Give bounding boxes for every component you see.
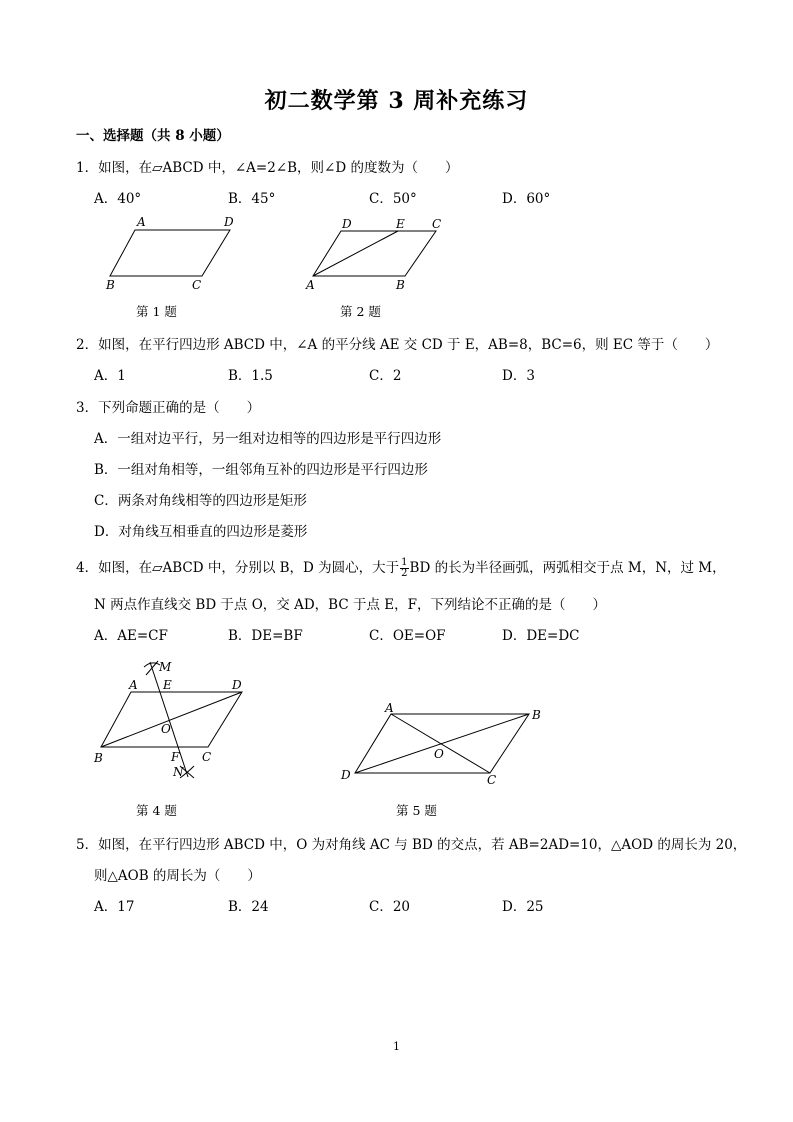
question-4-line-2: N 两点作直线交 BD 于点 O，交 AD，BC 于点 E，F，下列结论不正确的是（ ）: [94, 597, 606, 613]
fig2-label-d: D: [342, 217, 352, 231]
fig1-caption: 第 1 题: [136, 304, 177, 319]
question-4-number: 4．: [76, 560, 99, 576]
fraction-numerator: 1: [401, 557, 408, 568]
q3-option-a: A．一组对边平行，另一组对边相等的四边形是平行四边形: [94, 431, 442, 447]
question-4: [76, 556, 726, 579]
section-heading: 一、选择题（共 8 小题）: [76, 128, 230, 144]
question-5-text: 如图，在平行四边形 ABCD 中，O 为对角线 AC 与 BD 的交点，若 AB=2AD=10，△AOD 的周长为 20，: [98, 837, 747, 853]
fig4-label-n: N: [173, 765, 184, 779]
q4-option-c: C．OE=OF: [369, 628, 446, 644]
q4-option-d: D．DE=DC: [502, 628, 580, 644]
q5-option-b: B．24: [228, 899, 269, 915]
q3-option-c: C．两条对角线相等的四边形是矩形: [94, 493, 307, 509]
fig4-label-e: E: [163, 678, 172, 692]
q5-option-c: C．20: [369, 899, 411, 915]
figure-4: [93, 660, 242, 779]
fig4-label-o: O: [161, 722, 171, 736]
fig1-label-a: A: [137, 215, 146, 229]
q2-option-c: C．2: [369, 368, 402, 384]
fig5-label-b: B: [532, 708, 541, 722]
fig2-label-c: C: [432, 217, 442, 231]
fig4-label-m: M: [159, 660, 172, 674]
fig4-arc-m1: [144, 663, 160, 667]
figure-1: [105, 215, 234, 292]
question-4-text-b: BD 的长为半径画弧，两弧相交于点 M，N，过 M，: [409, 560, 726, 576]
figure-5: [340, 701, 541, 787]
q3-option-b: B．一组对角相等，一组邻角互补的四边形是平行四边形: [94, 462, 428, 478]
q3-option-d: D．对角线互相垂直的四边形是菱形: [94, 524, 308, 540]
fig4-diagonal-bd: [101, 692, 242, 747]
q1-option-b: B．45°: [228, 191, 276, 207]
fig2-caption: 第 2 题: [340, 304, 381, 319]
fig4-label-b: B: [94, 751, 103, 765]
q5-option-d: D．25: [502, 899, 544, 915]
fig4-label-f: F: [171, 750, 180, 764]
q2-option-d: D．3: [502, 368, 535, 384]
q5-option-a: A．17: [94, 899, 135, 915]
q2-option-a: A．1: [94, 368, 126, 384]
question-5-line-2: 则△AOB 的周长为（ ）: [94, 868, 261, 884]
fig1-label-b: B: [106, 278, 115, 292]
question-2: [76, 333, 718, 353]
fig1-label-c: C: [192, 278, 202, 292]
question-2-text: 如图，在平行四边形 ABCD 中，∠A 的平分线 AE 交 CD 于 E，AB=8，BC=6，则 EC 等于（ ）: [98, 337, 719, 353]
page-number: 1: [393, 1040, 400, 1053]
fig2-bisector-ae: [313, 231, 398, 276]
q1-option-c: C．50°: [369, 191, 417, 207]
question-5: [76, 833, 746, 853]
fig5-label-d: D: [341, 768, 351, 782]
question-1-number: 1．: [76, 160, 99, 176]
question-1-text: 如图，在▱ABCD 中，∠A=2∠B，则∠D 的度数为（ ）: [98, 160, 459, 176]
fig2-label-a: A: [306, 278, 315, 292]
fig4-label-c: C: [202, 750, 212, 764]
fig5-caption: 第 5 题: [396, 803, 437, 818]
fig2-parallelogram: [313, 231, 436, 276]
question-4-text-a: 如图，在▱ABCD 中，分别以 B，D 为圆心，大于: [98, 560, 400, 576]
q4-option-b: B．DE=BF: [228, 628, 303, 644]
page-title: 初二数学第 3 周补充练习: [264, 88, 529, 114]
fig4-label-d: D: [232, 678, 242, 692]
q1-option-d: D．60°: [502, 191, 551, 207]
fig5-label-a: A: [385, 701, 394, 715]
q4-option-a: A．AE=CF: [94, 628, 168, 644]
figure-2: [305, 217, 441, 292]
question-3-number: 3．: [76, 400, 99, 416]
fig2-label-b: B: [396, 278, 405, 292]
fig4-caption: 第 4 题: [136, 803, 177, 818]
fig1-label-d: D: [224, 215, 234, 229]
question-2-number: 2．: [76, 337, 99, 353]
q1-option-a: A．40°: [94, 191, 142, 207]
fraction-denominator: 2: [401, 568, 408, 579]
fig5-label-o: O: [434, 747, 444, 761]
fig1-parallelogram: [110, 230, 230, 276]
fig5-diagonal-bd: [355, 714, 529, 773]
fig2-label-e: E: [396, 217, 405, 231]
q2-option-b: B．1.5: [228, 368, 273, 384]
fig4-label-a: A: [129, 678, 138, 692]
question-3: [76, 396, 260, 416]
question-5-number: 5．: [76, 837, 99, 853]
fig5-label-c: C: [487, 773, 497, 787]
fraction-half: [400, 558, 408, 579]
question-3-text: 下列命题正确的是（ ）: [98, 400, 261, 416]
